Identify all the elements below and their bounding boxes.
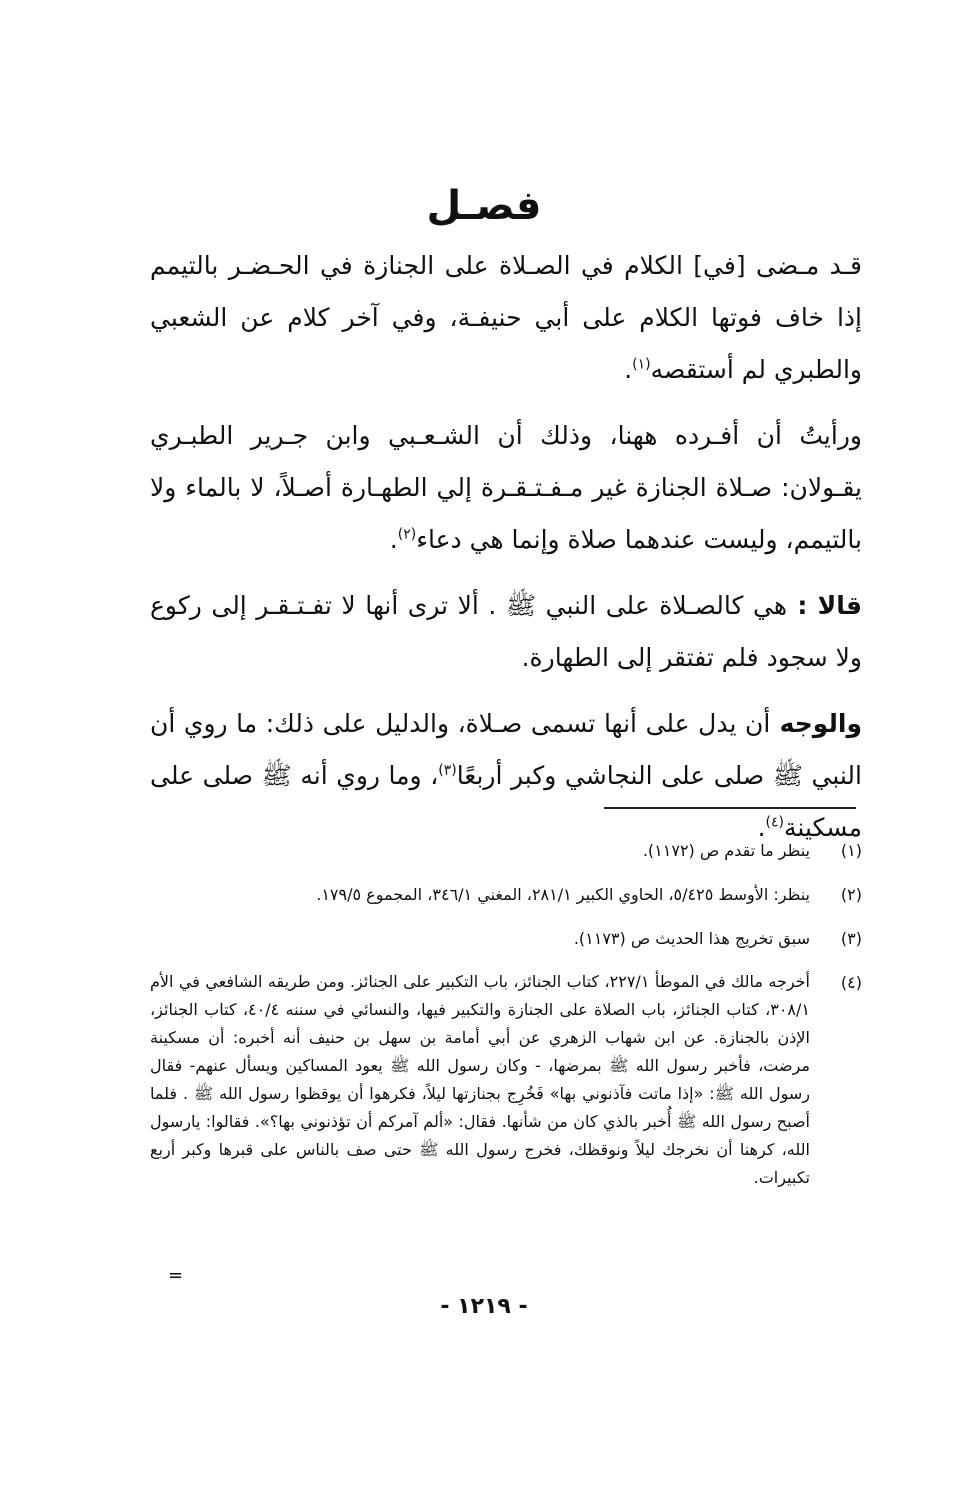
paragraph-2 bbox=[150, 410, 862, 566]
paragraph-text: ورأيتُ أن أفـرده ههنا، وذلك أن الشـعـبي وابن جـرير الطبـري يقـولان: صـلاة الجنازة غير مـفـتـقـرة إلي الطهـارة أصـلاً، لا بالماء ولا بالتيمم، وليست عندهما صلاة وإنما هي دعاء bbox=[150, 421, 862, 554]
paragraph-text: قـد مـضى [في] الكلام في الصـلاة على الجنازة في الحـضـر بالتيمم إذا خاف فوتها الكلام على أبي حنيفـة، وفي آخر كلام عن الشعبي والطبري لم أستقصه bbox=[150, 251, 862, 384]
paragraph-end: . bbox=[624, 355, 633, 384]
footnote-number: (٢) bbox=[840, 885, 862, 904]
paragraph-end: . bbox=[757, 813, 766, 842]
footnote-ref: (٢) bbox=[397, 526, 417, 543]
footnote-2 bbox=[150, 880, 862, 910]
paragraph-4 bbox=[150, 698, 862, 854]
footnote-ref: (٣) bbox=[438, 762, 457, 779]
continuation-mark: = bbox=[168, 1265, 184, 1286]
footnote-number: (٤) bbox=[840, 973, 862, 992]
footnote-ref: (١) bbox=[632, 356, 651, 373]
paragraph-lead: قالا : bbox=[787, 591, 862, 620]
footnote-1 bbox=[150, 836, 862, 866]
paragraph-1 bbox=[150, 240, 862, 396]
paragraph-end: . bbox=[389, 525, 398, 554]
footnote-text: ينظر ما تقدم ص (١١٧٢). bbox=[642, 841, 810, 860]
footnote-text: أخرجه مالك في الموطأ ٢٢٧/١، كتاب الجنائز، باب التكبير على الجنائز. ومن طريقه الشافعي في الأم ٣٠٨/١، كتاب الجنائز، باب الصلاة على الجنازة والتكبير فيها، والنسائي في سننه ٤٠/٤، كتاب الجنائز، الإذن بالجنازة. عن ابن شهاب الزهري عن أبي أمامة بن سهل بن حنيف أنه أخبره: أن مسكينة مرضت، فأخبر رسول الله ﷺ بمرضها، - وكان رسول الله ﷺ يعود المساكين ويسأل عنهم- فقال رسول الله ﷺ: «إذا ماتت فآذنوني بها» فَخُرِج بجنازتها ليلاً، فكرهوا أن يوقظوا رسول الله ﷺ . فلما أصبح رسول الله ﷺ أُخبر بالذي كان من شأنها. فقال: «ألم آمركم أن تؤذنوني بها؟». فقالوا: يارسول الله، كرهنا أن نخرجك ليلاً ونوقظك، فخرج رسول الله ﷺ حتى صف بالناس على قبرها وكبر أربع تكبيرات. bbox=[150, 972, 810, 1187]
paragraph-text-cont: ، وما روي أنه ﷺ صلى على مسكينة bbox=[150, 761, 862, 842]
section-heading: فصـل bbox=[426, 183, 542, 229]
main-text bbox=[150, 240, 862, 854]
footnote-separator bbox=[604, 807, 856, 809]
footnotes bbox=[150, 836, 862, 1206]
footnote-text: سبق تخريج هذا الحديث ص (١١٧٣). bbox=[573, 929, 810, 948]
footnote-text: ينظر: الأوسط ٥/٤٢٥، الحاوي الكبير ٢٨١/١، المغني ٣٤٦/١، المجموع ١٧٩/٥. bbox=[316, 885, 810, 904]
paragraph-lead: والوجه bbox=[770, 709, 862, 738]
page-number: - ١٢١٩ - bbox=[440, 1294, 528, 1319]
footnote-3 bbox=[150, 924, 862, 954]
paragraph-3 bbox=[150, 580, 862, 684]
paragraph-text: هي كالصـلاة على النبي ﷺ . ألا ترى أنها لا تفـتـقـر إلى ركوع ولا سجود فلم تفتقر إلى الطهارة. bbox=[150, 591, 862, 672]
paragraph-text: أن يدل على أنها تسمى صـلاة، والدليل على ذلك: ما روي أن النبي ﷺ صلى على النجاشي وكبر أربعًا bbox=[150, 709, 862, 790]
footnote-number: (٣) bbox=[840, 929, 862, 948]
footnote-number: (١) bbox=[840, 841, 862, 860]
footnote-4 bbox=[150, 968, 862, 1192]
footnote-ref: (٤) bbox=[765, 814, 784, 831]
